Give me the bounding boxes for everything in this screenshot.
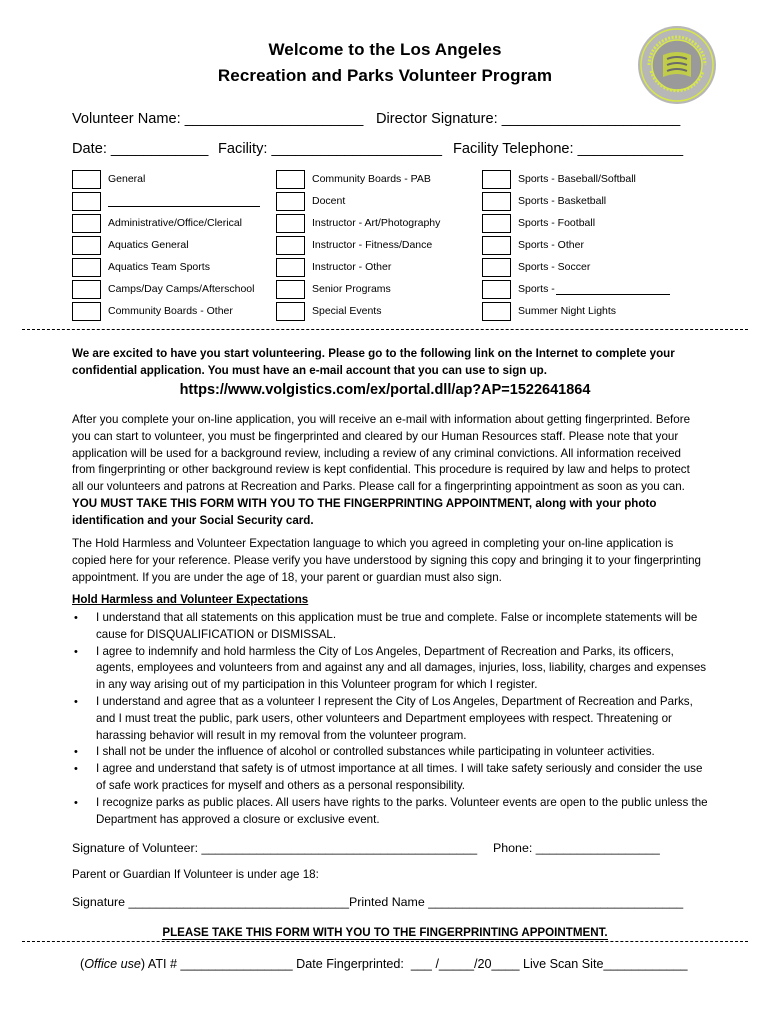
office-use-fields[interactable]: ) ATI # ________________ Date Fingerprinted: ___ /_____/20____ Live Scan Site____________ (140, 957, 688, 971)
intro-text: We are excited to have you start volunteering. Please go to the following link on the Internet to complete your confidential application. You must have an e-mail account that you can use to sign up. (72, 347, 675, 377)
date-field[interactable]: Date: ____________ (72, 141, 209, 157)
checkbox[interactable] (72, 192, 101, 211)
office-open-paren: ( (80, 957, 85, 971)
list-item-text: I shall not be under the influence of alcohol or controlled substances while participating in volunteer activities. (96, 745, 655, 759)
take-form-note (0, 926, 770, 939)
list-item-text: I agree to indemnify and hold harmless the City of Los Angeles, Department of Recreation and Parks, its officers, agents, employees and volunteers from and against any and all damages, injuries, loss, liability, charges and expenses in any way arising out of my participation in this Volunteer program for which I register. (96, 644, 707, 692)
hold-harmless-heading: Hold Harmless and Volunteer Expectations (72, 593, 309, 606)
checkbox-label: Community Boards - PAB (312, 173, 431, 185)
checkbox[interactable] (72, 302, 101, 321)
checkbox-label: Special Events (312, 305, 382, 317)
list-item (72, 610, 712, 644)
list-item-text: I understand and agree that as a volunteer I represent the City of Los Angeles, Department of Recreation and Parks, and I must treat the public, park users, other volunteers and Department employees with respect. Threatening or harassing behavior will result in my removal from the volunteer program. (96, 694, 693, 742)
checkbox-label: Community Boards - Other (108, 305, 233, 317)
checkbox[interactable] (72, 170, 101, 189)
director-signature-field[interactable]: Director Signature: ______________________ (376, 111, 681, 127)
list-item (72, 744, 712, 761)
blank-line[interactable] (108, 206, 260, 207)
checkbox[interactable] (482, 302, 511, 321)
list-item (72, 694, 712, 744)
checkbox-label: Sports - Baseball/Softball (518, 173, 636, 185)
checkbox[interactable] (276, 280, 305, 299)
bullet-icon: • (74, 763, 78, 776)
list-item-text: I agree and understand that safety is of utmost importance at all times. I will take safety seriously and consider the use of safe work practices for myself and others as a personal responsibility. (96, 762, 703, 792)
fingerprinting-text-plain: After you complete your on-line application, you will receive an e-mail with information about getting fingerprinted. Before you can start to volunteer, you must be fingerprinted and cleared by our Human Resources staff. Please note that your application will be used for a background review, including a review of any criminal convictions. All information received from fingerprinting or other background review is kept confidential. This procedure is required by law and helps to protect all our volunteers and patrons at Recreation and Parks. Please call for a fingerprinting appointment as soon as you can. (72, 413, 691, 494)
checkbox-label: Sports - Soccer (518, 261, 591, 273)
list-item (72, 795, 712, 829)
checkbox-label: Aquatics Team Sports (108, 261, 210, 273)
checkbox[interactable] (482, 214, 511, 233)
checkbox[interactable] (72, 236, 101, 255)
checkbox-label: Sports - (518, 283, 555, 295)
checkbox-label: Senior Programs (312, 283, 391, 295)
list-item (72, 644, 712, 694)
checkbox[interactable] (482, 192, 511, 211)
dashed-divider (22, 329, 748, 330)
guardian-label: Parent or Guardian If Volunteer is under age 18: (72, 868, 319, 881)
checkbox[interactable] (482, 258, 511, 277)
checkbox[interactable] (276, 192, 305, 211)
checkbox-label: Summer Night Lights (518, 305, 617, 317)
hold-harmless-intro: The Hold Harmless and Volunteer Expectation language to which you agreed in completing your on-line application is copied here for your reference. Please verify you have understood by signing this copy and bringing it to your fingerprinting appointment. If you are under the age of 18, your parent or guardian must also sign. (72, 537, 702, 584)
facility-telephone-field[interactable]: Facility Telephone: _____________ (453, 141, 684, 157)
checkbox-label: Aquatics General (108, 239, 189, 251)
bullet-icon: • (74, 695, 78, 708)
guardian-signature-field[interactable]: Signature ________________________________Printed Name _____________________________________ (72, 895, 684, 909)
list-item-text: I understand that all statements on this application must be true and complete. False or incomplete statements will be cause for DISQUALIFICATION or DISMISSAL. (96, 611, 698, 641)
checkbox-label: Sports - Basketball (518, 195, 607, 207)
fingerprinting-text-bold: YOU MUST TAKE THIS FORM WITH YOU TO THE FINGERPRINTING APPOINTMENT, along with your photo identification and your Social Security card. (72, 496, 657, 527)
list-item (72, 761, 712, 795)
checkbox-label: Instructor - Art/Photography (312, 217, 441, 229)
dashed-divider-bottom (22, 941, 748, 942)
checkbox-label: Sports - Other (518, 239, 584, 251)
volunteer-name-field[interactable]: Volunteer Name: ______________________ (72, 111, 364, 127)
bullet-icon: • (74, 612, 78, 624)
checkbox[interactable] (482, 236, 511, 255)
office-use-label: Office use (84, 957, 141, 971)
blank-line[interactable] (556, 294, 670, 295)
checkbox-label: Sports - Football (518, 217, 596, 229)
checkbox[interactable] (276, 258, 305, 277)
list-item-text: I recognize parks as public places. All users have rights to the parks. Volunteer events are open to the public unless the Department has approved a closure or exclusive event. (96, 795, 708, 826)
checkbox[interactable] (482, 170, 511, 189)
page-title-line2: Recreation and Parks Volunteer Program (217, 66, 553, 85)
checkbox-label: General (108, 173, 146, 185)
checkbox[interactable] (72, 258, 101, 277)
checkbox[interactable] (72, 280, 101, 299)
office-use-line (80, 957, 688, 971)
checkbox-label: Docent (312, 195, 346, 207)
bullet-icon: • (74, 796, 78, 809)
checkbox[interactable] (276, 170, 305, 189)
checkbox-label: Administrative/Office/Clerical (108, 217, 243, 229)
hold-harmless-list (72, 610, 712, 828)
checkbox[interactable] (482, 280, 511, 299)
bullet-icon: • (74, 746, 78, 759)
city-seal-logo (637, 25, 717, 105)
checkbox-label: Instructor - Other (312, 261, 392, 273)
checkbox-label: Camps/Day Camps/Afterschool (108, 283, 255, 295)
application-link[interactable]: https://www.volgistics.com/ex/portal.dll/ap?AP=1522641864 (179, 382, 591, 398)
checkbox[interactable] (72, 214, 101, 233)
checkbox-label: Instructor - Fitness/Dance (312, 239, 433, 251)
bullet-icon: • (74, 645, 78, 658)
volunteer-signature-field[interactable]: Signature of Volunteer: ________________________________________ (72, 841, 478, 855)
fingerprinting-text (72, 412, 704, 530)
checkbox[interactable] (276, 302, 305, 321)
facility-field[interactable]: Facility: _____________________ (218, 141, 442, 157)
checkbox[interactable] (276, 214, 305, 233)
checkbox[interactable] (276, 236, 305, 255)
phone-field[interactable]: Phone: __________________ (493, 841, 660, 855)
take-form-note-text: PLEASE TAKE THIS FORM WITH YOU TO THE FINGERPRINTING APPOINTMENT. (162, 926, 608, 939)
page-title-line1: Welcome to the Los Angeles (268, 40, 502, 59)
